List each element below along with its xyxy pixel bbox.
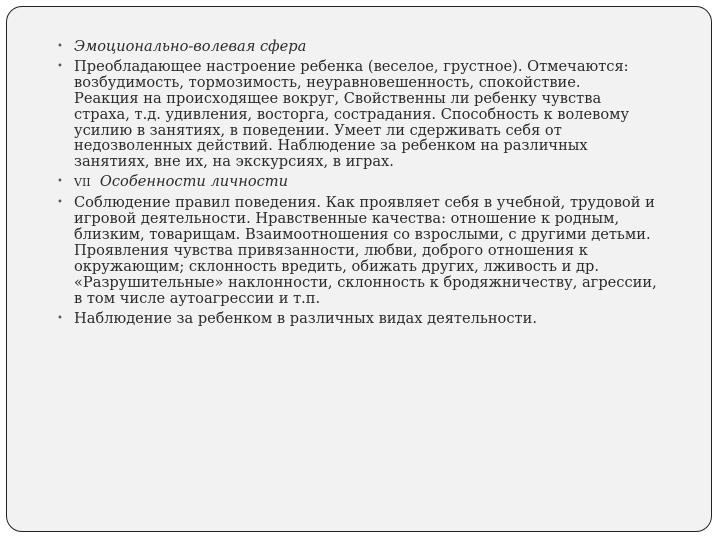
text-line: Соблюдение правил поведения. Как проявляет себя в учебной, трудовой и xyxy=(74,194,655,212)
text-line: в том числе аутоагрессии и т.п. xyxy=(74,289,321,307)
bullet-icon: • xyxy=(57,197,63,209)
text-line: страха, т.д. удивления, восторга, сострадания. Способность к волевому xyxy=(74,105,630,123)
text-line: занятиях, вне их, на экскурсиях, в играх. xyxy=(74,153,394,171)
text-line: Преобладающее настроение ребенка (веселое, грустное). Отмечаются: xyxy=(74,57,629,75)
slide-frame xyxy=(6,6,712,532)
list-item-personality xyxy=(57,174,707,191)
list-item-observation xyxy=(57,311,707,327)
text-line: Эмоционально-волевая сфера xyxy=(74,38,307,55)
bullet-icon: • xyxy=(57,312,63,324)
text-line: Наблюдение за ребенком в различных видах деятельности. xyxy=(74,309,537,327)
list-item-behavior xyxy=(57,195,707,306)
section-number: VII xyxy=(74,176,91,190)
list-item-emotional-sphere xyxy=(57,39,707,55)
section-heading: Особенности личности xyxy=(99,173,289,191)
text-line: недозволенных действий. Наблюдение за ребенком на различных xyxy=(74,137,588,155)
text-line: «Разрушительные» наклонности, склонность к бродяжничеству, агрессии, xyxy=(74,273,657,291)
text-line: близким, товарищам. Взаимоотношения со взрослыми, с другими детьми. xyxy=(74,225,651,243)
text-line: игровой деятельности. Нравственные качества: отношение к родным, xyxy=(74,210,620,228)
bullet-icon: • xyxy=(57,176,63,188)
text-line: возбудимость, тормозимость, неуравновешенность, спокойствие. xyxy=(74,73,581,91)
bullet-icon: • xyxy=(57,41,63,52)
text-line: усилию в занятиях, в поведении. Умеет ли сдерживать себя от xyxy=(74,121,562,139)
list-item-mood xyxy=(57,59,707,170)
text-line: окружающим; склонность вредить, обижать других, лживость и др. xyxy=(74,257,599,275)
text-line: Реакция на происходящее вокруг, Свойственны ли ребенку чувства xyxy=(74,89,602,107)
text-line: Проявления чувства привязанности, любви, доброго отношения к xyxy=(74,241,588,259)
bullet-icon: • xyxy=(57,60,63,72)
bullet-list xyxy=(57,39,707,330)
